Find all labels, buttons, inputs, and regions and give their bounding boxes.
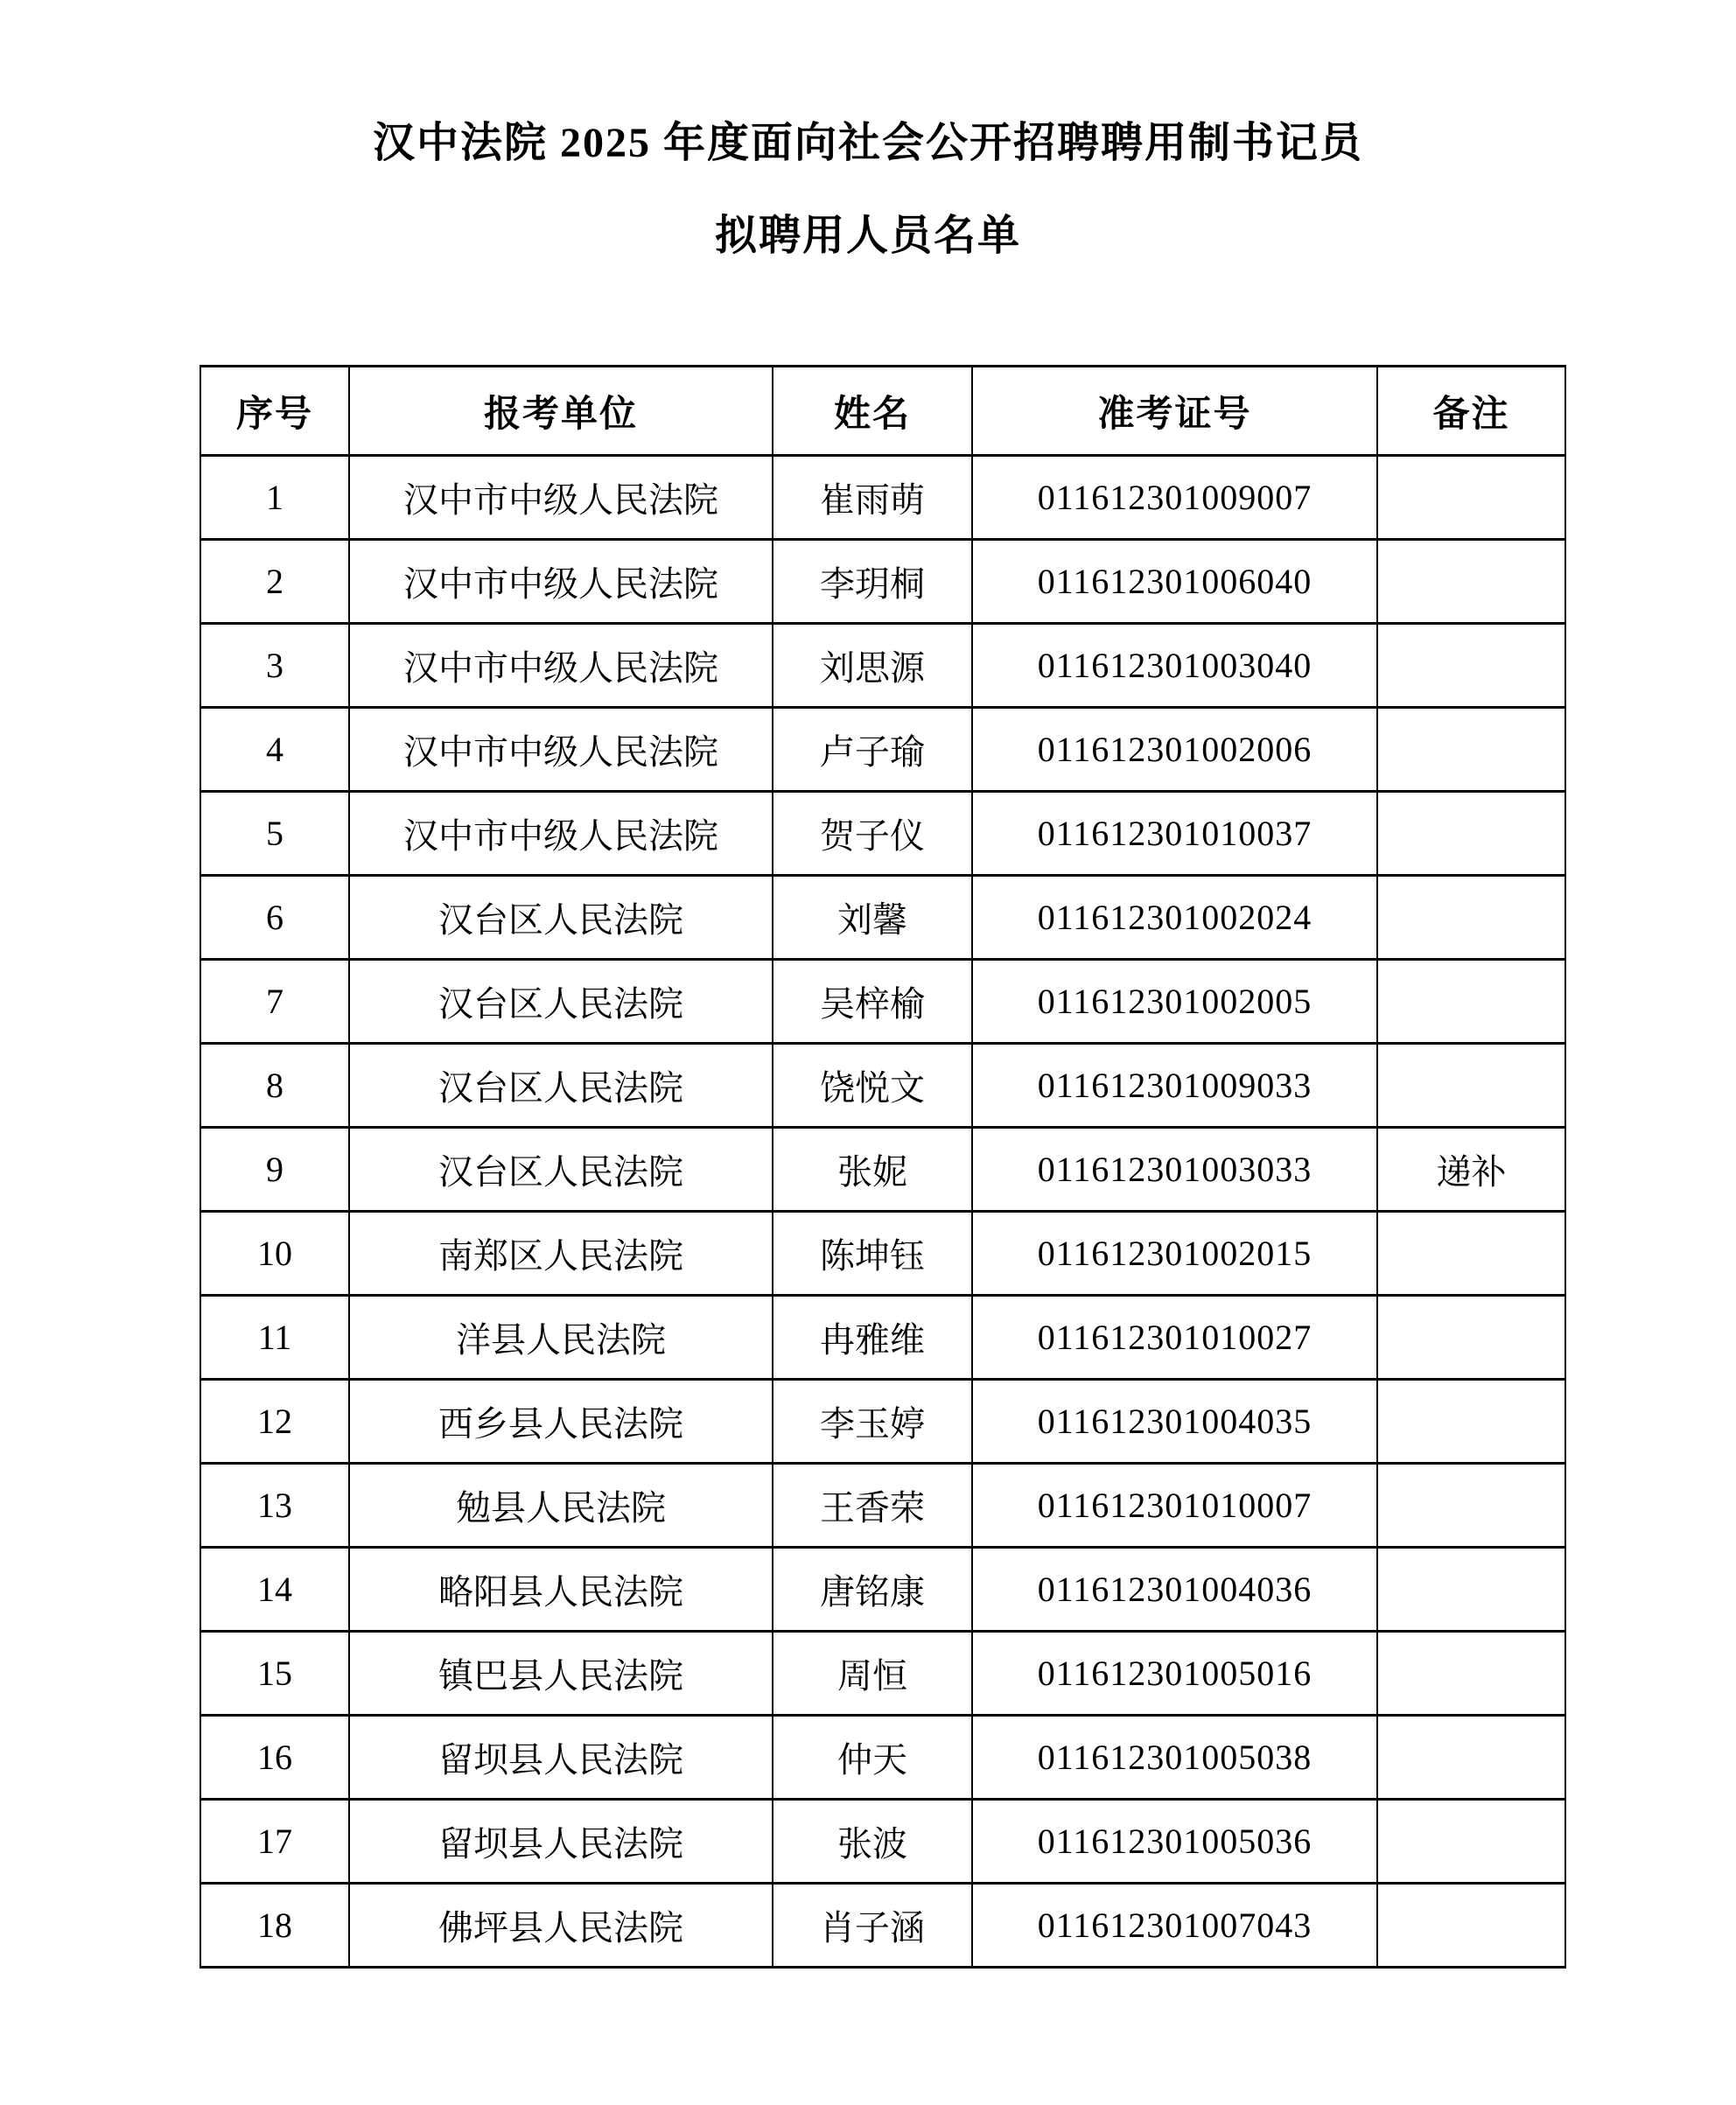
cell-unit: 汉台区人民法院	[349, 1044, 773, 1128]
hiring-roster-table	[200, 365, 1566, 1969]
cell-name: 刘馨	[773, 876, 972, 960]
cell-remark	[1377, 1632, 1565, 1716]
cell-ticket: 011612301004036	[972, 1548, 1377, 1632]
cell-index: 16	[200, 1716, 349, 1800]
cell-unit: 略阳县人民法院	[349, 1548, 773, 1632]
cell-ticket: 011612301005038	[972, 1716, 1377, 1800]
cell-unit: 勉县人民法院	[349, 1464, 773, 1548]
cell-index: 4	[200, 708, 349, 792]
cell-remark	[1377, 1884, 1565, 1968]
cell-unit: 汉中市中级人民法院	[349, 792, 773, 876]
cell-ticket: 011612301006040	[972, 540, 1377, 624]
cell-index: 7	[200, 960, 349, 1044]
col-header-remark: 备注	[1377, 367, 1565, 456]
cell-ticket: 011612301002006	[972, 708, 1377, 792]
cell-index: 12	[200, 1380, 349, 1464]
cell-remark	[1377, 1212, 1565, 1296]
cell-name: 李玉婷	[773, 1380, 972, 1464]
cell-name: 陈坤钰	[773, 1212, 972, 1296]
cell-unit: 汉中市中级人民法院	[349, 708, 773, 792]
cell-index: 8	[200, 1044, 349, 1128]
cell-name: 唐铭康	[773, 1548, 972, 1632]
cell-name: 贺子仪	[773, 792, 972, 876]
cell-name: 冉雅维	[773, 1296, 972, 1380]
table-row	[200, 792, 1565, 876]
cell-unit: 汉台区人民法院	[349, 876, 773, 960]
table-row	[200, 1716, 1565, 1800]
cell-name: 周恒	[773, 1632, 972, 1716]
cell-name: 肖子涵	[773, 1884, 972, 1968]
table-row	[200, 624, 1565, 708]
col-header-unit: 报考单位	[349, 367, 773, 456]
cell-remark	[1377, 1548, 1565, 1632]
cell-remark	[1377, 876, 1565, 960]
cell-ticket: 011612301010037	[972, 792, 1377, 876]
table-row	[200, 456, 1565, 540]
cell-ticket: 011612301010007	[972, 1464, 1377, 1548]
cell-index: 2	[200, 540, 349, 624]
cell-index: 9	[200, 1128, 349, 1212]
document-title	[0, 115, 1736, 264]
cell-unit: 汉中市中级人民法院	[349, 624, 773, 708]
cell-ticket: 011612301009007	[972, 456, 1377, 540]
cell-unit: 西乡县人民法院	[349, 1380, 773, 1464]
table-row	[200, 1044, 1565, 1128]
cell-name: 仲天	[773, 1716, 972, 1800]
cell-index: 17	[200, 1800, 349, 1884]
cell-name: 卢子瑜	[773, 708, 972, 792]
cell-unit: 南郑区人民法院	[349, 1212, 773, 1296]
table-body	[200, 456, 1565, 1968]
col-header-index: 序号	[200, 367, 349, 456]
cell-index: 14	[200, 1548, 349, 1632]
document-title-line1: 汉中法院 2025 年度面向社会公开招聘聘用制书记员	[372, 120, 1363, 166]
cell-remark	[1377, 960, 1565, 1044]
cell-index: 10	[200, 1212, 349, 1296]
cell-ticket: 011612301005016	[972, 1632, 1377, 1716]
cell-unit: 镇巴县人民法院	[349, 1632, 773, 1716]
cell-index: 13	[200, 1464, 349, 1548]
cell-remark	[1377, 540, 1565, 624]
cell-remark	[1377, 1044, 1565, 1128]
cell-index: 18	[200, 1884, 349, 1968]
cell-remark	[1377, 1716, 1565, 1800]
cell-ticket: 011612301003033	[972, 1128, 1377, 1212]
cell-remark	[1377, 1296, 1565, 1380]
table-row	[200, 1380, 1565, 1464]
table-row	[200, 708, 1565, 792]
table-row	[200, 1212, 1565, 1296]
table-row	[200, 960, 1565, 1044]
table-header-row	[200, 367, 1565, 456]
cell-ticket: 011612301010027	[972, 1296, 1377, 1380]
cell-unit: 洋县人民法院	[349, 1296, 773, 1380]
table-row	[200, 1884, 1565, 1968]
col-header-ticket: 准考证号	[972, 367, 1377, 456]
cell-remark	[1377, 792, 1565, 876]
cell-ticket: 011612301002015	[972, 1212, 1377, 1296]
cell-ticket: 011612301002024	[972, 876, 1377, 960]
table-row	[200, 1632, 1565, 1716]
cell-ticket: 011612301003040	[972, 624, 1377, 708]
cell-unit: 汉台区人民法院	[349, 960, 773, 1044]
cell-ticket: 011612301002005	[972, 960, 1377, 1044]
cell-ticket: 011612301005036	[972, 1800, 1377, 1884]
cell-unit: 留坝县人民法院	[349, 1716, 773, 1800]
cell-unit: 汉中市中级人民法院	[349, 456, 773, 540]
table-row	[200, 1128, 1565, 1212]
cell-name: 刘思源	[773, 624, 972, 708]
cell-index: 6	[200, 876, 349, 960]
cell-remark	[1377, 1380, 1565, 1464]
cell-ticket: 011612301007043	[972, 1884, 1377, 1968]
document-title-line2: 拟聘用人员名单	[714, 213, 1021, 259]
cell-index: 15	[200, 1632, 349, 1716]
cell-remark: 递补	[1377, 1128, 1565, 1212]
table-row	[200, 540, 1565, 624]
cell-index: 1	[200, 456, 349, 540]
cell-ticket: 011612301009033	[972, 1044, 1377, 1128]
cell-name: 张波	[773, 1800, 972, 1884]
cell-name: 王香荣	[773, 1464, 972, 1548]
cell-unit: 汉台区人民法院	[349, 1128, 773, 1212]
cell-unit: 留坝县人民法院	[349, 1800, 773, 1884]
cell-name: 崔雨萌	[773, 456, 972, 540]
cell-name: 李玥桐	[773, 540, 972, 624]
table-row	[200, 1800, 1565, 1884]
cell-remark	[1377, 624, 1565, 708]
cell-unit: 佛坪县人民法院	[349, 1884, 773, 1968]
table-row	[200, 1548, 1565, 1632]
cell-name: 张妮	[773, 1128, 972, 1212]
table-row	[200, 1464, 1565, 1548]
cell-remark	[1377, 708, 1565, 792]
cell-remark	[1377, 1464, 1565, 1548]
cell-unit: 汉中市中级人民法院	[349, 540, 773, 624]
cell-remark	[1377, 456, 1565, 540]
table-row	[200, 876, 1565, 960]
cell-name: 吴梓榆	[773, 960, 972, 1044]
col-header-name: 姓名	[773, 367, 972, 456]
cell-remark	[1377, 1800, 1565, 1884]
cell-index: 3	[200, 624, 349, 708]
cell-ticket: 011612301004035	[972, 1380, 1377, 1464]
cell-index: 5	[200, 792, 349, 876]
cell-index: 11	[200, 1296, 349, 1380]
cell-name: 饶悦文	[773, 1044, 972, 1128]
table-row	[200, 1296, 1565, 1380]
